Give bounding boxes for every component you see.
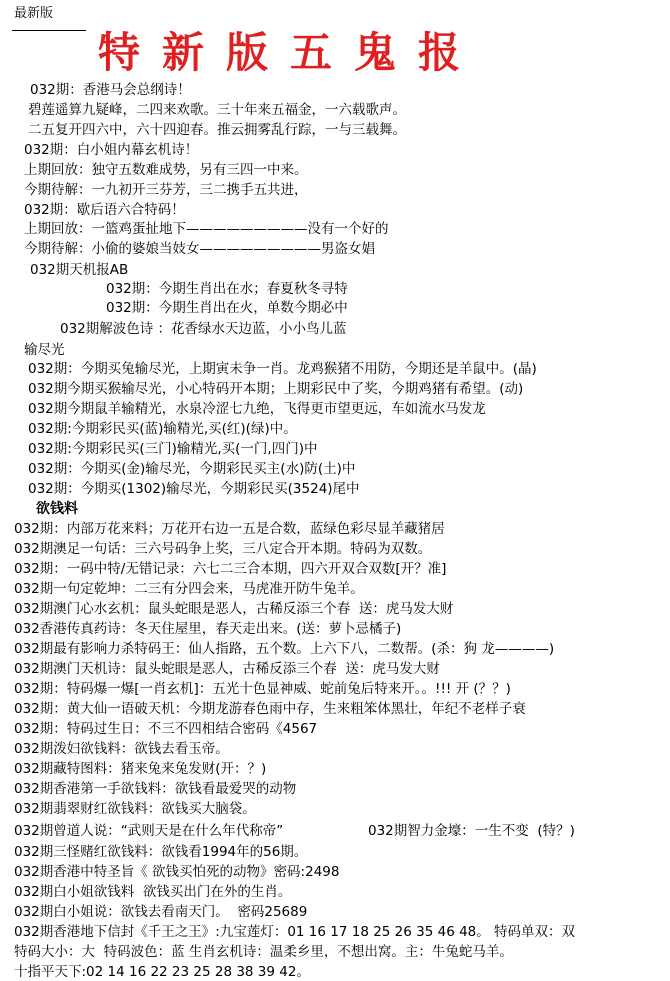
text-line: 032期今期买猴输尽光，小心特码开本期；上期彩民中了奖，今期鸡猪有希望。(动) [28, 381, 524, 397]
text-line: 032期澳门心水玄机：鼠头蛇眼是恶人，古稀反添三个春 送：虎马发大财 [14, 601, 454, 617]
overlap-label: 欲钱料 [36, 501, 78, 517]
text-line: 032期藏特图料：猪来兔来兔发财(开：？) [14, 761, 267, 777]
text-line: 032期智力金壕：一生不变 (特？) [368, 823, 575, 839]
page-title: 特新版五鬼报 [98, 28, 483, 77]
text-line: 上期回放：一篮鸡蛋扯地下—————————没有一个好的 [24, 221, 389, 237]
text-line: 碧莲遥算九疑峰，二四来欢歌。三十年来五福金，一六载歌声。 [28, 102, 406, 118]
text-line: 二五复开四六中，六十四迎春。推云拥雾乱行踪，一与三载舞。 [28, 122, 406, 138]
text-line: 032期：黄大仙一语破天机：今期龙游春色雨中存，生来粗笨体黑壮，年纪不老样子衰 [14, 701, 526, 717]
text-line: 032期白小姐欲钱料 欲钱买出门在外的生肖。 [14, 884, 292, 900]
text-line: 032期白小姐说：欲钱去看南天门。 密码25689 [14, 904, 308, 920]
text-line: 十指平天下:02 14 16 22 23 25 28 38 39 42。 [14, 964, 310, 980]
text-line: 032期泼妇欲钱料：欲钱去看玉帝。 [14, 741, 229, 757]
text-line: 032期：一码中特/无错记录：六七二三合本期，四六开双合双数[开？准] [14, 561, 447, 577]
text-line: 032期：今期生肖出在火，单数今期必中 [106, 300, 348, 316]
text-line: 032期澳门天机诗：鼠头蛇眼是恶人，古稀反添三个春 送：虎马发大财 [14, 661, 440, 677]
text-line: 032期：特码爆一爆[一肖玄机]：五光十色显神威、蛇前兔后特来开。。!!! 开 (？？) [14, 681, 511, 697]
text-line: 032期：今期买兔输尽光，上期寅未争一肖。龙鸡猴猪不用防，今期还是羊鼠中。(晶) [28, 361, 537, 377]
text-line: 032期天机报AB [30, 262, 129, 278]
text-line: 032期：特码过生日：不三不四相结合密码《4567 [14, 721, 318, 737]
text-line: 032期：今期生肖出在水；春夏秋冬寻特 [106, 281, 348, 297]
text-line: 032期：今期买(金)输尽光，今期彩民买主(水)防(土)中 [28, 461, 356, 477]
text-line: 032期解波色诗 ：花香绿水天边蓝，小小鸟儿蓝 [60, 321, 347, 337]
text-line: 032期香港地下信封《千王之王》:九宝莲灯：01 16 17 18 25 26 35 46 48。 特码单双：双 [14, 924, 576, 940]
text-line: 032期：今期买(1302)输尽光，今期彩民买(3524)尾中 [28, 481, 360, 497]
text-line: 输尽光 [24, 342, 65, 358]
text-line: 032期今期鼠羊输精光，水泉冷涩七九绝，飞得更市望更远，车如流水马发龙 [28, 401, 486, 417]
text-line: 上期回放：独守五数难成势，另有三四一中来。 [24, 162, 308, 178]
divider [12, 30, 86, 31]
text-line: 032期：白小姐内幕玄机诗！ [24, 142, 199, 158]
text-line: 032期翡翠财红欲钱料：欲钱买大脑袋。 [14, 801, 256, 817]
text-line: 032期澳足一句话：三六号码争上奖，三八定合开本期。特码为双数。 [14, 541, 432, 557]
text-line: 032香港传真药诗：冬天住屋里，春天走出来。(送：萝卜忌橘子) [14, 621, 402, 637]
text-line: 今期待解：小偷的婆娘当妓女—————————男盗女娼 [24, 241, 375, 257]
text-line: 032期:今期彩民买(蓝)输精光,买(红)(绿)中。 [28, 421, 297, 437]
text-line: 032期：香港马会总纲诗！ [30, 82, 191, 98]
text-line: 032期香港中特圣旨《 欲钱买怕死的动物》密码:2498 [14, 864, 340, 880]
corner-label: 最新版 [14, 6, 54, 21]
text-line: 今期待解：一九初开三芬芳，三二携手五共进， [24, 182, 308, 198]
text-line: 032期三怪赌红欲钱料：欲钱看1994年的56期。 [14, 844, 308, 860]
text-line: 032期曾道人说：“武则天是在什么年代称帝” [14, 823, 284, 839]
text-line: 特码大小：大 特码波色：蓝 生肖玄机诗：温柔乡里，不想出窝。主：牛兔蛇马羊。 [14, 944, 513, 960]
text-line: 032期最有影响力杀特码王：仙人指路，五个数。上六下八，二数帮。(杀：狗 龙————) [14, 641, 555, 657]
text-line: 032期：歇后语六合特码！ [24, 202, 185, 218]
text-line: 032期：内部万花来料；万花开右边一五是合数，蓝绿色彩尽显羊藏猪居 [14, 521, 445, 537]
text-line: 032期一句定乾坤：二三有分四会来，马虎准开防牛兔羊。 [14, 581, 364, 597]
text-line: 032期香港第一手欲钱料：欲钱看最爱哭的动物 [14, 781, 297, 797]
text-line: 032期:今期彩民买(三门)输精光,买(一门,四门)中 [28, 441, 318, 457]
